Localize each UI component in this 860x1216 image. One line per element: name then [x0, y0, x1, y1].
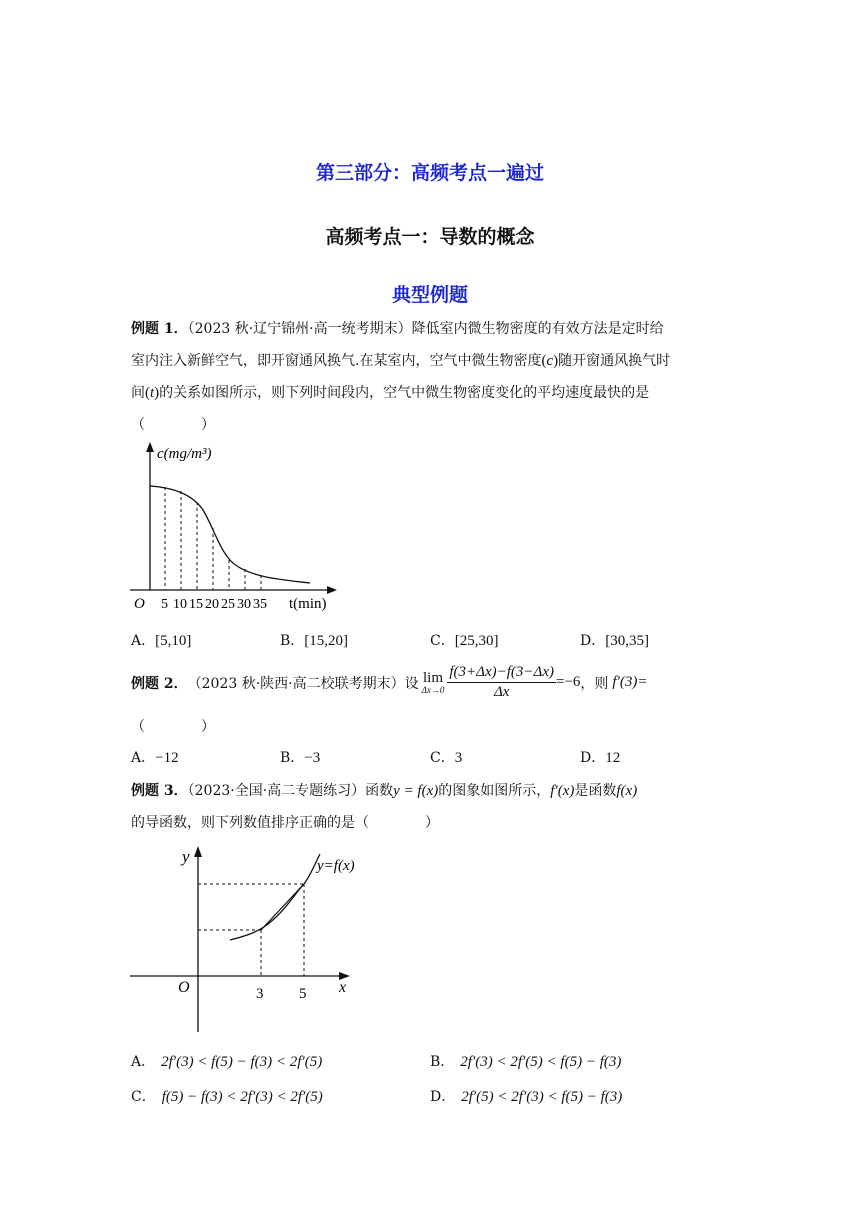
q2-denominator: Δx: [493, 684, 510, 701]
q1-dashed-lines: [165, 487, 261, 590]
q2-equals: =−6: [556, 674, 581, 691]
q1-tick-30: 30: [237, 597, 251, 612]
q3-option-d[interactable]: D． 2f′(5) < 2f′(3) < f(5) − f(3): [430, 1089, 623, 1105]
q3-dashed-lines: [198, 884, 304, 976]
q1-tick-10: 10: [173, 597, 187, 612]
q2-option-d[interactable]: D．12: [580, 750, 621, 766]
q3-text-a: 函数: [365, 783, 394, 799]
q3-option-c[interactable]: C． f(5) − f(3) < 2f′(3) < 2f′(5): [131, 1089, 323, 1105]
q2-option-b[interactable]: B．−3: [280, 750, 321, 766]
q3-line-1: [131, 780, 637, 800]
q1-x-ticks: [161, 597, 267, 612]
q1-text-3a: 间: [131, 385, 145, 401]
q1-option-a[interactable]: A．[5,10]: [131, 633, 192, 649]
q3-origin: O: [178, 979, 190, 996]
q1-origin: O: [134, 596, 145, 612]
q3-curve: [230, 854, 320, 940]
q3-text-c: 是函数: [574, 783, 617, 799]
q1-tick-25: 25: [221, 597, 235, 612]
section-title: 高频考点一：导数的概念: [325, 226, 535, 248]
q3-expr-2: f′(x): [550, 783, 575, 799]
q3-option-a[interactable]: A． 2f′(3) < f(5) − f(3) < 2f′(5): [131, 1054, 323, 1070]
q1-option-b[interactable]: B．[15,20]: [280, 633, 349, 649]
q1-tick-20: 20: [205, 597, 219, 612]
q3-tick-3: 3: [256, 986, 264, 1002]
q1-tick-35: 35: [253, 597, 267, 612]
q3-expr-3: f(x): [616, 783, 638, 799]
q2-label: 例题 2．: [131, 675, 188, 692]
q2-fraction: [447, 664, 556, 702]
q2-tail: f′(3)=: [612, 674, 648, 691]
q1-curve: [150, 486, 310, 583]
q3-source: （2023·全国·高二专题练习）: [187, 783, 366, 799]
q2-source: （2023 秋·陕西·高二校联考期末）: [187, 675, 405, 692]
q3-tick-5: 5: [299, 986, 307, 1002]
q2-line-1: [131, 664, 647, 702]
q1-option-d[interactable]: D．[30,35]: [580, 633, 649, 649]
q1-x-label: t(min): [289, 596, 327, 612]
part-title: 第三部分：高频考点一遍过: [315, 162, 544, 184]
examples-title: 典型例题: [391, 284, 468, 306]
q1-blank: （ ）: [131, 417, 215, 433]
q3-text-b: 的图象如图所示，: [438, 783, 551, 799]
q1-label: 例题 1．: [131, 321, 188, 337]
q1-tick-15: 15: [189, 597, 203, 612]
q3-option-b[interactable]: B． 2f′(3) < 2f′(5) < f(5) − f(3): [430, 1054, 622, 1070]
q2-text-b: ，则: [580, 675, 609, 692]
q1-text-3b: 的关系如图所示，则下列时间段内，空气中微生物密度变化的平均速度最快的是: [159, 385, 650, 401]
q3-graph: [128, 842, 368, 1034]
q3-line-2: 的导函数，则下列数值排序正确的是（ ）: [131, 815, 439, 831]
q1-line-3: 间(t)的关系如图所示，则下列时间段内，空气中微生物密度变化的平均速度最快的是: [131, 385, 650, 401]
q1-var-c: c: [546, 353, 554, 369]
q3-y-label: y: [182, 847, 190, 866]
q1-line-2: 室内注入新鲜空气，即开窗通风换气.在某室内，空气中微生物密度(c)随开窗通风换气时: [131, 353, 671, 369]
q3-curve-label: y=f(x): [317, 858, 355, 874]
q1-text-1: 降低室内微生物密度的有效方法是定时给: [411, 321, 664, 337]
q2-numerator: f(3+Δx)−f(3−Δx): [447, 664, 556, 683]
q1-var-t: t: [150, 385, 155, 401]
q2-option-a[interactable]: A．−12: [131, 750, 179, 766]
q1-y-label: c(mg/m³): [157, 446, 212, 462]
q3-expr-1: y = f(x): [393, 783, 439, 799]
q3-x-label: x: [339, 979, 347, 996]
q2-lim: lim Δx→0: [421, 669, 445, 695]
q2-text-a: 设: [404, 675, 419, 692]
q1-option-c[interactable]: C．[25,30]: [430, 633, 499, 649]
q1-text-2b: 随开窗通风换气时: [558, 353, 671, 369]
q1-graph: [125, 438, 345, 616]
q2-option-c[interactable]: C．3: [430, 750, 463, 766]
q3-label: 例题 3．: [131, 783, 188, 799]
q1-tick-5: 5: [161, 597, 168, 612]
q3-secant: [261, 884, 304, 930]
q2-blank: （ ）: [131, 719, 215, 735]
q1-line-1: [131, 318, 664, 338]
q1-text-2a: 室内注入新鲜空气，即开窗通风换气.在某室内，空气中微生物密度: [131, 353, 542, 369]
q1-source: （2023 秋·辽宁锦州·高一统考期末）: [187, 321, 412, 337]
